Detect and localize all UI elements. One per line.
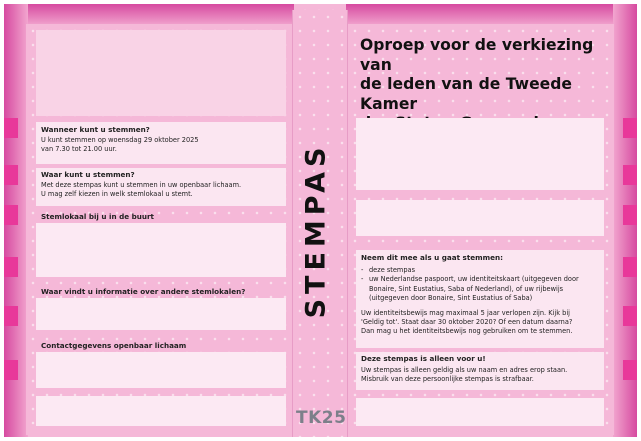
tk-code: TK25	[296, 408, 347, 428]
personal-line: Uw stempas is alleen geldig als uw naam en adres erop staan.	[361, 366, 568, 374]
side-tab	[623, 118, 637, 138]
left-bottom-field	[36, 396, 286, 426]
heading-line: Oproep voor de verkiezing van	[360, 36, 594, 74]
side-tab	[4, 205, 18, 225]
when-title: Wanneer kunt u stemmen?	[41, 125, 150, 134]
barcode-field	[356, 200, 604, 236]
heading-line: de leden van de Tweede Kamer	[360, 75, 572, 113]
side-tab	[4, 306, 18, 326]
info-title: Waar vindt u informatie over andere stemlokalen?	[41, 287, 246, 296]
where-section	[36, 168, 286, 206]
address-field	[356, 118, 604, 190]
contact-title: Contactgegevens openbaar lichaam	[41, 341, 187, 350]
side-tab	[4, 118, 18, 138]
side-tab	[4, 360, 18, 380]
spine-stempas-label	[292, 140, 340, 320]
id-note-line: Dan mag u het identiteitsbewijs nog gebruiken om te stemmen.	[361, 327, 573, 336]
right-bottom-field	[356, 398, 604, 426]
side-tab	[623, 306, 637, 326]
top-frame-left	[4, 4, 294, 26]
personal-line: Misbruik van deze persoonlijke stempas is strafbaar.	[361, 375, 534, 384]
side-tab	[4, 257, 18, 277]
when-line: U kunt stemmen op woensdag 29 oktober 2025	[41, 136, 199, 144]
where-line: Met deze stempas kunt u stemmen in uw openbaar lichaam.	[41, 181, 242, 189]
left-top-blank	[36, 30, 286, 116]
side-tab	[4, 165, 18, 185]
id-note-line: 'Geldig tot'. Staat daar 30 oktober 2020? Of een datum daarna?	[361, 318, 573, 327]
top-frame-right	[346, 4, 637, 26]
side-tab	[623, 205, 637, 225]
id-note-line: Uw identiteitsbewijs mag maximaal 5 jaar verlopen zijn. Kijk bij	[361, 308, 570, 317]
when-line: van 7.30 tot 21.00 uur.	[41, 145, 117, 154]
bring-item: - uw Nederlandse paspoort, uw identiteitskaart (uitgegeven door Bonaire, Sint Eustatius, Saba of Nederland), of uw rijbewijs (uitgegeven door Bonaire, Sint Eustatius of Saba)	[361, 275, 599, 303]
when-section	[36, 122, 286, 164]
personal-title: Deze stempas is alleen voor u!	[361, 354, 486, 363]
bring-section	[356, 250, 604, 348]
nearby-field[interactable]	[36, 223, 286, 277]
nearby-title: Stemlokaal bij u in de buurt	[41, 212, 154, 221]
where-line: U mag zelf kiezen in welk stemlokaal u stemt.	[41, 190, 193, 199]
bring-list	[361, 266, 599, 304]
info-field[interactable]	[36, 298, 286, 330]
side-tab	[623, 165, 637, 185]
bring-item: - deze stempas	[361, 266, 599, 275]
contact-field[interactable]	[36, 352, 286, 388]
side-tab	[623, 257, 637, 277]
where-title: Waar kunt u stemmen?	[41, 170, 135, 179]
bring-title: Neem dit mee als u gaat stemmen:	[361, 253, 503, 262]
personal-section	[356, 352, 604, 390]
side-tab	[623, 360, 637, 380]
stempas-word: STEMPAS	[300, 142, 332, 318]
